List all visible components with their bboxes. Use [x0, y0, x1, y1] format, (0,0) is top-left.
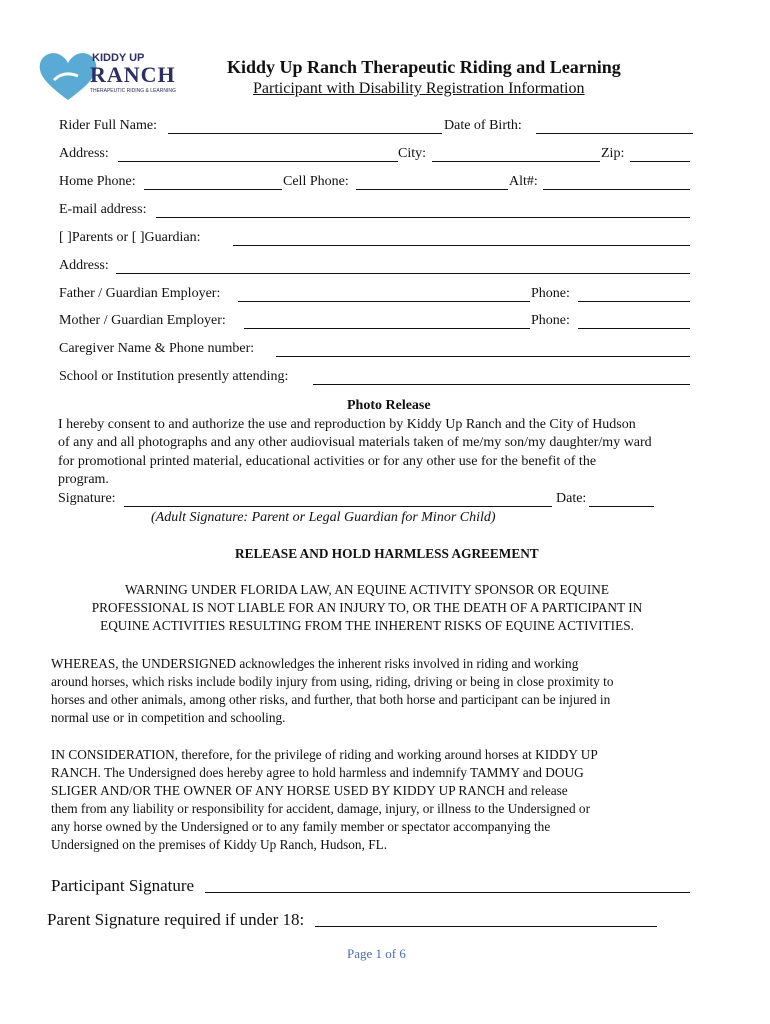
photo-release-line-1: I hereby consent to and authorize the use and reproduction by Kiddy Up Ranch and the City of Hudson: [58, 417, 636, 432]
parents-guardian-field[interactable]: [233, 245, 690, 246]
logo-tagline: THERAPEUTIC RIDING & LEARNING: [90, 88, 176, 94]
photo-release-heading: Photo Release: [347, 398, 431, 413]
consideration-line-5: any horse owned by the Undersigned or to any family member or spectator accompanying the: [51, 819, 551, 834]
whereas-line-4: normal use or in competition and schooling.: [51, 710, 286, 725]
city-field[interactable]: [432, 161, 600, 162]
logo-badge: [86, 52, 174, 98]
photo-release-line-2: of any and all photographs and any other audiovisual materials taken of me/my son/my daughter/my ward: [58, 435, 652, 450]
school-field[interactable]: [313, 384, 690, 385]
photo-date-field[interactable]: [589, 506, 654, 507]
warning-line-2: PROFESSIONAL IS NOT LIABLE FOR AN INJURY TO, OR THE DEATH OF A PARTICIPANT IN: [91, 600, 643, 615]
consideration-line-1: IN CONSIDERATION, therefore, for the privilege of riding and working around horses at KIDDY UP: [51, 747, 598, 762]
whereas-line-1: WHEREAS, the UNDERSIGNED acknowledges the inherent risks involved in riding and working: [51, 656, 579, 671]
whereas-line-2: around horses, which risks include bodily injury from using, riding, driving or being in close proximity to: [51, 674, 614, 689]
father-employer-label: Father / Guardian Employer:: [59, 286, 221, 301]
warning-line-1: WARNING UNDER FLORIDA LAW, AN EQUINE ACTIVITY SPONSOR OR EQUINE: [124, 582, 610, 597]
mother-phone-field[interactable]: [578, 328, 690, 329]
email-field[interactable]: [156, 217, 690, 218]
photo-release-line-3: for promotional printed material, educational activities or for any other use for the benefit of the: [58, 454, 597, 469]
mother-employer-field[interactable]: [244, 328, 530, 329]
parent-signature-label: Parent Signature required if under 18:: [47, 910, 305, 929]
father-phone-field[interactable]: [578, 301, 690, 302]
page-number: Page 1 of 6: [347, 946, 406, 961]
caregiver-field[interactable]: [276, 356, 690, 357]
consideration-line-6: Undersigned on the premises of Kiddy Up Ranch, Hudson, FL.: [51, 837, 388, 852]
participant-signature-field[interactable]: [205, 892, 690, 893]
photo-signature-note: (Adult Signature: Parent or Legal Guardian for Minor Child): [151, 510, 496, 525]
alt-phone-field[interactable]: [543, 189, 690, 190]
whereas-line-3: horses and other animals, among other risks, and further, that both horse and participant can be injured in: [51, 692, 611, 707]
zip-field[interactable]: [630, 161, 690, 162]
caregiver-label: Caregiver Name & Phone number:: [59, 341, 255, 356]
logo: [38, 50, 176, 102]
address2-field[interactable]: [116, 273, 690, 274]
father-phone-label: Phone:: [531, 286, 570, 301]
mother-phone-label: Phone:: [531, 313, 570, 328]
cell-phone-field[interactable]: [356, 189, 508, 190]
photo-release-line-4: program.: [58, 472, 109, 487]
address-label: Address:: [59, 146, 109, 161]
consideration-line-2: RANCH. The Undersigned does hereby agree to hold harmless and indemnify TAMMY and DOUG: [51, 765, 584, 780]
logo-text-bottom: RANCH: [90, 62, 176, 87]
photo-date-label: Date:: [556, 491, 587, 506]
rider-name-field[interactable]: [168, 133, 442, 134]
rider-name-label: Rider Full Name:: [59, 118, 157, 133]
city-label: City:: [398, 146, 427, 161]
dob-label: Date of Birth:: [444, 118, 522, 133]
logo-text-top: KIDDY UP: [92, 52, 145, 64]
dob-field[interactable]: [536, 133, 693, 134]
father-employer-field[interactable]: [238, 301, 530, 302]
email-label: E-mail address:: [59, 202, 147, 217]
home-phone-label: Home Phone:: [59, 174, 136, 189]
school-label: School or Institution presently attending:: [59, 369, 289, 384]
consideration-line-4: them from any liability or responsibility for accident, damage, injury, or illness to the Undersigned or: [51, 801, 591, 816]
warning-line-3: EQUINE ACTIVITIES RESULTING FROM THE INHERENT RISKS OF EQUINE ACTIVITIES.: [100, 618, 634, 633]
mother-employer-label: Mother / Guardian Employer:: [59, 313, 226, 328]
photo-signature-label: Signature:: [58, 491, 116, 506]
alt-phone-label: Alt#:: [509, 174, 538, 189]
parent-signature-field[interactable]: [315, 926, 657, 927]
parents-guardian-label: [ ]Parents or [ ]Guardian:: [59, 230, 201, 245]
consideration-line-3: SLIGER AND/OR THE OWNER OF ANY HORSE USED BY KIDDY UP RANCH and release: [51, 783, 568, 798]
cell-phone-label: Cell Phone:: [283, 174, 349, 189]
participant-signature-label: Participant Signature: [51, 876, 195, 895]
address2-label: Address:: [59, 258, 109, 273]
zip-label: Zip:: [601, 146, 625, 161]
home-phone-field[interactable]: [144, 189, 282, 190]
address-field[interactable]: [118, 161, 398, 162]
form-title: Kiddy Up Ranch Therapeutic Riding and Learning: [227, 57, 621, 77]
form-subtitle: Participant with Disability Registration Information: [253, 80, 585, 97]
photo-signature-field[interactable]: [124, 506, 552, 507]
release-heading: RELEASE AND HOLD HARMLESS AGREEMENT: [235, 546, 539, 561]
